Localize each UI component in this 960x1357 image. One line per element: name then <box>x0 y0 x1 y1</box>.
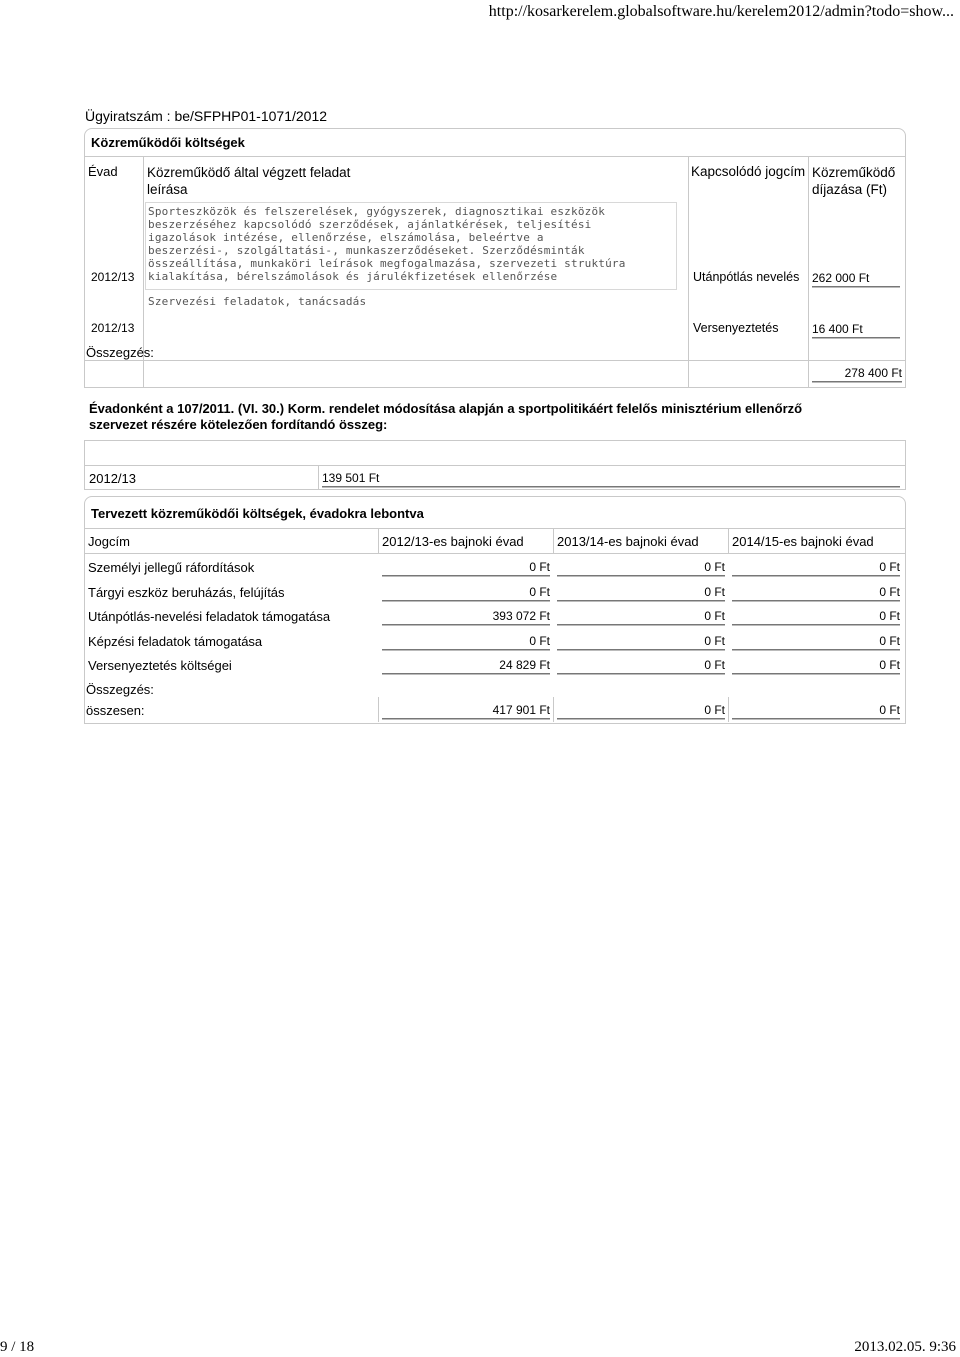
planned-value: 393 072 Ft <box>492 609 550 623</box>
header-legal: Kapcsolódó jogcím <box>691 164 806 179</box>
planned-total-label: összesen: <box>86 703 145 718</box>
planned-value-field[interactable] <box>382 633 550 650</box>
planned-value-field[interactable] <box>557 559 725 576</box>
header-task: Közreműködő által végzett feladat leírása <box>147 165 351 197</box>
row1-description-line: igazolások intézése, ellenőrzése, elszámolása, beleértve a <box>148 231 544 244</box>
planned-value: 0 Ft <box>529 634 550 648</box>
row2-legal[interactable]: Versenyeztetés <box>693 321 779 335</box>
planned-value: 0 Ft <box>879 658 900 672</box>
costs-total: 278 400 Ft <box>844 366 902 380</box>
planned-value-field[interactable] <box>732 608 900 625</box>
row2-description-line: Szervezési feladatok, tanácsadás <box>148 295 367 308</box>
planned-value-field[interactable] <box>732 584 900 601</box>
planned-total-s2: 0 Ft <box>704 703 725 717</box>
costs-title: Közreműködői költségek <box>91 135 245 150</box>
planned-value-field[interactable] <box>382 657 550 674</box>
planned-value-field[interactable] <box>732 657 900 674</box>
header-year: Évad <box>88 164 118 179</box>
planned-value-field[interactable] <box>732 559 900 576</box>
row1-fee: 262 000 Ft <box>812 271 870 285</box>
row1-description-line: beszerzéséhez kapcsolódó szerződések, ajánlatkérések, teljesítési <box>148 218 592 231</box>
planned-table <box>84 528 906 724</box>
planned-total-s1: 417 901 Ft <box>492 703 550 717</box>
planned-row-label: Személyi jellegű ráfordítások <box>88 560 255 575</box>
mandatory-year: 2012/13 <box>89 471 136 486</box>
planned-value: 0 Ft <box>704 609 725 623</box>
planned-header-season3: 2014/15-es bajnoki évad <box>732 534 874 549</box>
planned-value-field[interactable] <box>382 608 550 625</box>
mandatory-amount-field[interactable] <box>322 470 900 487</box>
row2-year: 2012/13 <box>91 321 135 335</box>
costs-total-field <box>812 365 902 382</box>
print-header-url: http://kosarkerelem.globalsoftware.hu/kerelem2012/admin?todo=show... <box>488 3 954 20</box>
row1-fee-field[interactable] <box>812 270 900 287</box>
planned-value-field[interactable] <box>382 584 550 601</box>
planned-summary-label: Összegzés: <box>86 682 154 697</box>
planned-total-field <box>732 702 900 719</box>
planned-value-field[interactable] <box>557 657 725 674</box>
planned-value-field[interactable] <box>382 559 550 576</box>
costs-summary-label: Összegzés: <box>86 345 154 360</box>
planned-value: 0 Ft <box>879 634 900 648</box>
print-datetime: 2013.02.05. 9:36 <box>854 1339 956 1355</box>
case-number: Ügyiratszám : be/SFPHP01-1071/2012 <box>85 108 328 124</box>
row2-fee-field[interactable] <box>812 321 900 338</box>
planned-value: 0 Ft <box>704 585 725 599</box>
mandatory-amount: 139 501 Ft <box>322 471 380 485</box>
planned-value: 0 Ft <box>704 658 725 672</box>
planned-header-season1: 2012/13-es bajnoki évad <box>382 534 524 549</box>
header-fee: Közreműködő díjazása (Ft) <box>812 165 896 197</box>
page-number: 9 / 18 <box>0 1339 35 1355</box>
planned-value: 0 Ft <box>879 560 900 574</box>
planned-row-label: Tárgyi eszköz beruházás, felújítás <box>88 585 285 600</box>
planned-row-label: Utánpótlás-nevelési feladatok támogatása <box>88 609 331 624</box>
planned-value: 0 Ft <box>879 585 900 599</box>
planned-value-field[interactable] <box>557 608 725 625</box>
planned-header-legal: Jogcím <box>88 534 130 549</box>
row2-fee: 16 400 Ft <box>812 322 863 336</box>
mandatory-title-line: Évadonként a 107/2011. (VI. 30.) Korm. rendelet módosítása alapján a sportpolitikáért felelős minisztérium ellenőrző <box>89 401 803 416</box>
row1-description-line: beszerzési-, szolgáltatási-, munkaszerződéseket. Szerződésminták <box>148 244 585 257</box>
planned-value: 24 829 Ft <box>499 658 550 672</box>
planned-title: Tervezett közreműködői költségek, évadokra lebontva <box>91 506 424 521</box>
planned-value: 0 Ft <box>879 609 900 623</box>
planned-value-field[interactable] <box>557 584 725 601</box>
row1-description-line: kialakítása, bérelszámolások és járulékfizetések ellenőrzése <box>148 270 558 283</box>
row1-description-line: összeállítása, munkaköri leírások megfogalmazása, szervezeti struktúra <box>148 257 626 270</box>
planned-value: 0 Ft <box>529 560 550 574</box>
row1-description-line: Sporteszközök és felszerelések, gyógyszerek, diagnosztikai eszközök <box>148 205 606 218</box>
planned-row-label: Képzési feladatok támogatása <box>88 634 263 649</box>
planned-value: 0 Ft <box>704 634 725 648</box>
planned-total-field <box>557 702 725 719</box>
planned-value-field[interactable] <box>557 633 725 650</box>
planned-value: 0 Ft <box>704 560 725 574</box>
planned-header-season2: 2013/14-es bajnoki évad <box>557 534 699 549</box>
planned-total-s3: 0 Ft <box>879 703 900 717</box>
row1-legal[interactable]: Utánpótlás nevelés <box>693 270 800 284</box>
planned-value: 0 Ft <box>529 585 550 599</box>
row1-year: 2012/13 <box>91 270 135 284</box>
mandatory-title-line: szervezet részére kötelezően fordítandó összeg: <box>89 417 388 432</box>
planned-row-label: Versenyeztetés költségei <box>88 658 232 673</box>
planned-total-field <box>382 702 550 719</box>
planned-value-field[interactable] <box>732 633 900 650</box>
